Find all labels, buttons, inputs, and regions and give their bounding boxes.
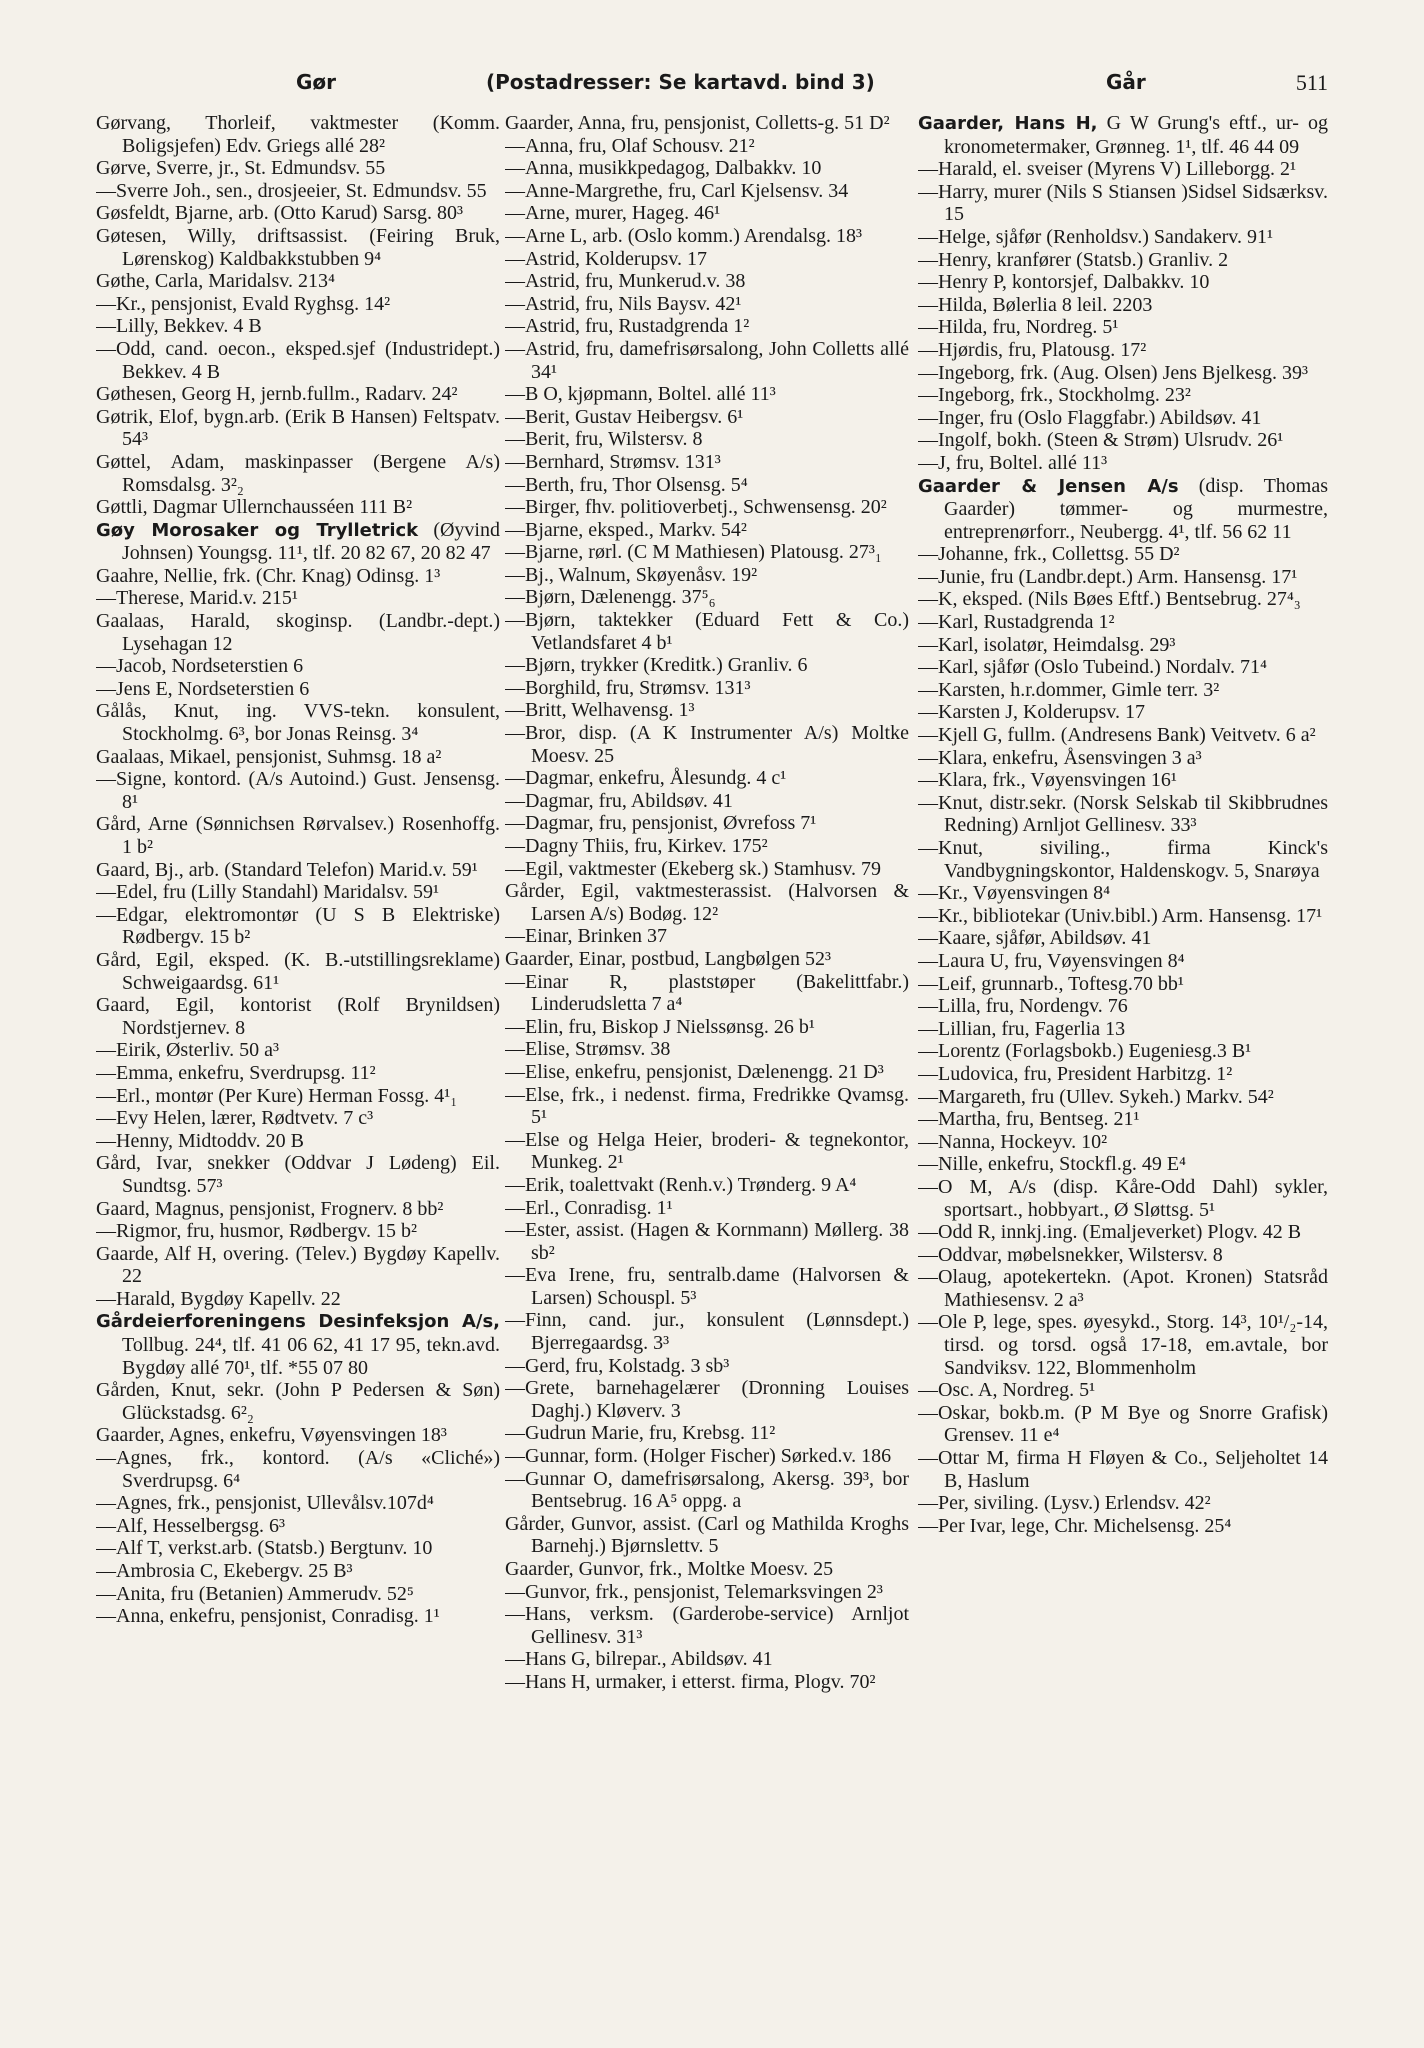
directory-entry: —Knut, distr.sekr. (Norsk Selskab til Skibbrudnes Redning) Arnljot Gellinesv. 33³ — [918, 791, 1328, 837]
directory-entry: Gålås, Knut, ing. VVS-tekn. konsulent, Stockholmg. 6³, bor Jonas Reinsg. 3⁴ — [96, 700, 500, 746]
directory-entry: —Lorentz (Forlagsbokb.) Eugeniesg.3 B¹ — [918, 1040, 1252, 1063]
directory-entry: Gården, Knut, sekr. (John P Pedersen & Søn) Glückstadsg. 6²₂ — [96, 1379, 500, 1424]
directory-entry: Gårder, Gunvor, assist. (Carl og Mathilda Kroghs Barnehj.) Bjørnslettv. 5 — [505, 1512, 909, 1558]
directory-entry: —Egil, vaktmester (Ekeberg sk.) Stamhusv. 79 — [505, 857, 882, 880]
directory-entry: —Klara, frk., Vøyensvingen 16¹ — [918, 769, 1177, 792]
directory-entry: Gøthe, Carla, Maridalsv. 213⁴ — [96, 270, 335, 293]
directory-entry: —Karl, isolatør, Heimdalsg. 29³ — [918, 633, 1176, 656]
directory-entry: —Alf T, verkst.arb. (Statsb.) Bergtunv. 10 — [96, 1537, 433, 1560]
header-center-note: (Postadresser: Se kartavd. bind 3) — [486, 70, 875, 94]
directory-entry: —Jens E, Nordseterstien 6 — [96, 677, 310, 700]
directory-entry: —Margareth, fru (Ullev. Sykeh.) Markv. 54² — [918, 1085, 1274, 1108]
directory-entry: —Lilla, fru, Nordengv. 76 — [918, 995, 1128, 1018]
directory-entry: —Astrid, fru, Nils Baysv. 42¹ — [505, 292, 742, 315]
directory-entry: Gård, Egil, eksped. (K. B.-utstillingsreklame) Schweigaardsg. 61¹ — [96, 948, 500, 994]
directory-entry: Gørve, Sverre, jr., St. Edmundsv. 55 — [96, 157, 386, 180]
directory-entry: Gaarder, Gunvor, frk., Moltke Moesv. 25 — [505, 1558, 834, 1580]
directory-entry: Gørvang, Thorleif, vaktmester (Komm. Boligsjefen) Edv. Griegs allé 28² — [96, 112, 500, 157]
directory-column-3 — [918, 112, 1328, 2002]
directory-entry: —B O, kjøpmann, Boltel. allé 11³ — [505, 383, 776, 406]
directory-entry: —Gunnar, form. (Holger Fischer) Sørked.v. 186 — [505, 1445, 892, 1468]
directory-entry: —Else, frk., i nedenst. firma, Fredrikke Qvamsg. 5¹ — [505, 1083, 909, 1129]
directory-entry: —Astrid, fru, Rustadgrenda 1² — [505, 315, 750, 338]
directory-entry: —Bjørn, trykker (Kreditk.) Granliv. 6 — [505, 654, 808, 677]
directory-entry: —Edgar, elektromontør (U S B Elektriske) Rødbergv. 15 b² — [96, 903, 500, 949]
directory-entry: Gaard, Egil, kontorist (Rolf Brynildsen) Nordstjernev. 8 — [96, 994, 500, 1039]
directory-entry: Gård, Arne (Sønnichsen Rørvalsev.) Rosenhoffg. 1 b² — [96, 813, 500, 858]
directory-entry: —Gunnar O, damefrisørsalong, Akersg. 39³, bor Bentsebrug. 16 A⁵ oppg. a — [505, 1467, 909, 1513]
directory-entry: —Arne L, arb. (Oslo komm.) Arendalsg. 18³ — [505, 224, 863, 247]
directory-entry: —Gunvor, frk., pensjonist, Telemarksvingen 2³ — [505, 1580, 883, 1603]
directory-entry: —Knut, siviling., firma Kinck's Vandbygningskontor, Haldenskogv. 5, Snarøya — [918, 837, 1328, 882]
directory-entry: —Hilda, Bølerlia 8 leil. 2203 — [918, 293, 1153, 316]
directory-entry: —Henry P, kontorsjef, Dalbakkv. 10 — [918, 271, 1210, 294]
directory-entry: —Olaug, apotekertekn. (Apot. Kronen) Statsråd Mathiesensv. 2 a³ — [918, 1266, 1328, 1311]
directory-entry: —Hans H, urmaker, i etterst. firma, Plogv. 70² — [505, 1670, 876, 1693]
directory-entry: —Ludovica, fru, President Harbitzg. 1² — [918, 1062, 1233, 1085]
directory-column-2 — [505, 112, 909, 2002]
directory-entry: —Signe, kontord. (A/s Autoind.) Gust. Jensensg. 8¹ — [96, 768, 500, 813]
directory-entry: —Anna, fru, Olaf Schousv. 21² — [505, 134, 755, 157]
directory-entry: —Bernhard, Strømsv. 131³ — [505, 450, 721, 473]
directory-entry: —Per, siviling. (Lysv.) Erlendsv. 42² — [918, 1492, 1211, 1515]
directory-entry: —Henny, Midtoddv. 20 B — [96, 1129, 304, 1152]
directory-entry: —Ingeborg, frk. (Aug. Olsen) Jens Bjelkesg. 39³ — [918, 361, 1309, 384]
directory-entry: —Karl, sjåfør (Oslo Tubeind.) Nordalv. 71⁴ — [918, 656, 1267, 679]
directory-entry: —Lilly, Bekkev. 4 B — [96, 315, 262, 338]
directory-entry: —Berit, fru, Wilstersv. 8 — [505, 428, 703, 451]
directory-entry: —Berth, fru, Thor Olsensg. 5⁴ — [505, 473, 748, 496]
directory-entry: —Dagmar, enkefru, Ålesundg. 4 c¹ — [505, 767, 787, 790]
page-header — [96, 70, 1328, 104]
directory-entry: —Anna, enkefru, pensjonist, Conradisg. 1¹ — [96, 1605, 440, 1628]
directory-entry: —Bj., Walnum, Skøyenåsv. 19² — [505, 563, 758, 586]
directory-entry: —Kr., Vøyensvingen 8⁴ — [918, 882, 1111, 905]
directory-entry: —Alf, Hesselbergsg. 6³ — [96, 1514, 285, 1537]
directory-entry: —Kaare, sjåfør, Abildsøv. 41 — [918, 927, 1152, 950]
directory-entry: —Leif, grunnarb., Toftesg.70 bb¹ — [918, 972, 1184, 995]
directory-entry: —Kr., pensjonist, Evald Ryghsg. 14² — [96, 292, 391, 315]
directory-entry: —Evy Helen, lærer, Rødtvetv. 7 c³ — [96, 1107, 374, 1130]
directory-entry: Gøtrik, Elof, bygn.arb. (Erik B Hansen) Feltspatv. 54³ — [96, 405, 500, 451]
directory-entry: —Edel, fru (Lilly Standahl) Maridalsv. 59¹ — [96, 881, 439, 904]
directory-entry: —Elise, enkefru, pensjonist, Dælenengg. 21 D³ — [505, 1060, 884, 1083]
directory-entry: —Kjell G, fullm. (Andresens Bank) Veitvetv. 6 a² — [918, 724, 1316, 747]
directory-entry: —Henry, kranfører (Statsb.) Granliv. 2 — [918, 248, 1229, 271]
directory-entry: —Ingeborg, frk., Stockholmg. 23² — [918, 384, 1191, 407]
directory-entry: —Oskar, bokb.m. (P M Bye og Snorre Grafisk) Grensev. 11 e⁴ — [918, 1401, 1328, 1447]
directory-entry: —Dagmar, fru, Abildsøv. 41 — [505, 789, 733, 812]
directory-entry: —Lillian, fru, Fagerlia 13 — [918, 1017, 1126, 1040]
directory-entry: —Bjarne, rørl. (C M Mathiesen) Platousg. 27³₁ — [505, 541, 882, 564]
directory-entry: —Helge, sjåfør (Renholdsv.) Sandakerv. 91¹ — [918, 225, 1273, 248]
directory-entry: Gaarde, Alf H, overing. (Telev.) Bygdøy Kapellv. 22 — [96, 1242, 500, 1288]
directory-entry: —Arne, murer, Hageg. 46¹ — [505, 202, 721, 225]
directory-entry: —Agnes, frk., pensjonist, Ullevålsv.107d⁴ — [96, 1492, 434, 1515]
directory-entry: —Hans, verksm. (Garderobe-service) Arnljot Gellinesv. 31³ — [505, 1603, 909, 1648]
directory-entry: —Astrid, fru, damefrisørsalong, John Colletts allé 34¹ — [505, 337, 909, 383]
directory-entry: —Per Ivar, lege, Chr. Michelsensg. 25⁴ — [918, 1514, 1232, 1537]
header-right-keyword: Går — [1106, 70, 1146, 94]
directory-entry: —Borghild, fru, Strømsv. 131³ — [505, 676, 751, 699]
directory-entry: Gaalaas, Mikael, pensjonist, Suhmsg. 18 a² — [96, 745, 442, 768]
directory-entry: —Karl, Rustadgrenda 1² — [918, 611, 1115, 634]
directory-entry: —Ole P, lege, spes. øyesykd., Storg. 14³, 10¹/₂-14, tirsd. og torsd. også 17-18, em.avtale, bor Sandviksv. 122, Blommenholm — [918, 1311, 1328, 1379]
directory-entry: —Kr., bibliotekar (Univ.bibl.) Arm. Hansensg. 17¹ — [918, 904, 1323, 927]
page-number: 511 — [1295, 70, 1328, 95]
directory-entry: —Anna, musikkpedagog, Dalbakkv. 10 — [505, 157, 822, 180]
directory-entry: Gøttli, Dagmar Ullernchausséen 111 B² — [96, 496, 413, 519]
directory-entry: —Rigmor, fru, husmor, Rødbergv. 15 b² — [96, 1220, 418, 1243]
directory-entry: —Finn, cand. jur., konsulent (Lønnsdept.) Bjerregaardsg. 3³ — [505, 1309, 909, 1355]
directory-entry: —Astrid, fru, Munkerud.v. 38 — [505, 270, 746, 293]
directory-entry: —Harald, Bygdøy Kapellv. 22 — [96, 1287, 341, 1310]
directory-entry: —Anne-Margrethe, fru, Carl Kjelsensv. 34 — [505, 179, 849, 202]
directory-entry: —Hjørdis, fru, Platousg. 17² — [918, 338, 1147, 361]
directory-entry: —Sverre Joh., sen., drosjeeier, St. Edmundsv. 55 — [96, 179, 487, 202]
directory-entry: —Klara, enkefru, Åsensvingen 3 a³ — [918, 746, 1202, 769]
directory-column-1 — [96, 112, 500, 2002]
directory-entry: —Emma, enkefru, Sverdrupsg. 11² — [96, 1061, 376, 1084]
directory-entry: —Inger, fru (Oslo Flaggfabr.) Abildsøv. 41 — [918, 406, 1262, 429]
directory-entry: Gaarder, Agnes, enkefru, Vøyensvingen 18³ — [96, 1424, 447, 1447]
directory-entry: —Ottar M, firma H Fløyen & Co., Seljeholtet 14 B, Haslum — [918, 1447, 1328, 1492]
directory-entry: —Astrid, Kolderupsv. 17 — [505, 247, 708, 270]
directory-entry: —Britt, Welhavensg. 1³ — [505, 699, 695, 722]
directory-entry: Gårdeierforeningens Desinfeksjon A/s, Tollbug. 24⁴, tlf. 41 06 62, 41 17 95, tekn.avd. Bygdøy allé 70¹, tlf. *55 07 80 — [96, 1311, 500, 1379]
directory-entry: —Else og Helga Heier, broderi- & tegnekontor, Munkeg. 2¹ — [505, 1128, 909, 1174]
directory-entry: —Birger, fhv. politioverbetj., Schwensensg. 20² — [505, 496, 887, 519]
directory-entry: Gøsfeldt, Bjarne, arb. (Otto Karud) Sarsg. 80³ — [96, 202, 464, 225]
directory-entry: —K, eksped. (Nils Bøes Eftf.) Bentsebrug. 27⁴₃ — [918, 588, 1301, 611]
directory-entry: —Eva Irene, fru, sentralb.dame (Halvorsen & Larsen) Schouspl. 5³ — [505, 1264, 909, 1309]
directory-entry: —Elise, Strømsv. 38 — [505, 1038, 671, 1061]
directory-entry: Gaarder, Hans H, G W Grung's eftf., ur- og kronometermaker, Grønneg. 1¹, tlf. 46 44 09 — [918, 112, 1328, 158]
directory-entry: —Laura U, fru, Vøyensvingen 8⁴ — [918, 949, 1185, 972]
directory-entry: —Nanna, Hockeyv. 10² — [918, 1130, 1108, 1153]
directory-entry: —Agnes, frk., kontord. (A/s «Cliché») Sverdrupsg. 6⁴ — [96, 1447, 500, 1492]
directory-entry: Gaahre, Nellie, frk. (Chr. Knag) Odinsg. 1³ — [96, 564, 441, 587]
directory-entry: —Odd, cand. oecon., eksped.sjef (Industridept.) Bekkev. 4 B — [96, 337, 500, 383]
directory-entry: Gaarder & Jensen A/s (disp. Thomas Gaarder) tømmer- og murmestre, entreprenørforr., Neubergg. 4¹, tlf. 56 62 11 — [918, 474, 1328, 543]
directory-entry: —Einar, Brinken 37 — [505, 925, 667, 948]
directory-entry: —Nille, enkefru, Stockfl.g. 49 E⁴ — [918, 1153, 1187, 1176]
directory-entry: —Erik, toalettvakt (Renh.v.) Trønderg. 9 A⁴ — [505, 1173, 857, 1196]
directory-entry: —Dagmar, fru, pensjonist, Øvrefoss 7¹ — [505, 812, 817, 835]
directory-entry: Gaard, Magnus, pensjonist, Frognerv. 8 bb² — [96, 1197, 444, 1220]
directory-entry: —Junie, fru (Landbr.dept.) Arm. Hansensg. 17¹ — [918, 565, 1298, 588]
directory-entry: Gøy Morosaker og Trylletrick (Øyvind Johnsen) Youngsg. 11¹, tlf. 20 82 67, 20 82 47 — [96, 518, 500, 565]
directory-entry: —Bror, disp. (A K Instrumenter A/s) Moltke Moesv. 25 — [505, 722, 909, 767]
directory-entry: —Harry, murer (Nils S Stiansen )Sidsel Sidsærksv. 15 — [918, 180, 1328, 226]
directory-entry: —Hilda, fru, Nordreg. 5¹ — [918, 316, 1119, 339]
directory-entry: Gøthesen, Georg H, jernb.fullm., Radarv. 24² — [96, 383, 458, 406]
directory-entry: —Gerd, fru, Kolstadg. 3 sb³ — [505, 1354, 730, 1377]
directory-entry: —Ingolf, bokh. (Steen & Strøm) Ulsrudv. 26¹ — [918, 429, 1284, 452]
directory-entry: —Erl., Conradisg. 1¹ — [505, 1196, 673, 1219]
directory-entry: —Elin, fru, Biskop J Nielssønsg. 26 b¹ — [505, 1015, 815, 1038]
directory-entry: —Harald, el. sveiser (Myrens V) Lilleborgg. 2¹ — [918, 158, 1296, 181]
directory-entry: —O M, A/s (disp. Kåre-Odd Dahl) sykler, sportsart., hobbyart., Ø Sløttsg. 5¹ — [918, 1175, 1328, 1221]
directory-entry: —Odd R, innkj.ing. (Emaljeverket) Plogv. 42 B — [918, 1221, 1302, 1244]
directory-entry: —Anita, fru (Betanien) Ammerudv. 52⁵ — [96, 1582, 414, 1605]
directory-entry: Gøtesen, Willy, driftsassist. (Feiring Bruk, Lørenskog) Kaldbakkstubben 9⁴ — [96, 224, 500, 270]
directory-entry: —Osc. A, Nordreg. 5¹ — [918, 1379, 1096, 1402]
header-left-keyword: Gør — [296, 70, 337, 94]
directory-entry: —Hans G, bilrepar., Abildsøv. 41 — [505, 1648, 773, 1671]
directory-entry: Gaarder, Einar, postbud, Langbølgen 52³ — [505, 947, 831, 970]
directory-entry: —Gudrun Marie, fru, Krebsg. 11² — [505, 1422, 776, 1445]
directory-entry: Gaalaas, Harald, skoginsp. (Landbr.-dept.) Lysehagan 12 — [96, 610, 500, 655]
directory-entry: —Oddvar, møbelsnekker, Wilstersv. 8 — [918, 1243, 1223, 1266]
directory-entry: —Bjarne, eksped., Markv. 54² — [505, 518, 747, 541]
directory-entry: —Dagny Thiis, fru, Kirkev. 175² — [505, 835, 768, 857]
directory-entry: —Therese, Marid.v. 215¹ — [96, 587, 298, 610]
directory-entry: —Eirik, Østerliv. 50 a³ — [96, 1039, 279, 1062]
directory-entry: —Erl., montør (Per Kure) Herman Fossg. 4¹₁ — [96, 1084, 458, 1107]
directory-entry: —Karsten J, Kolderupsv. 17 — [918, 701, 1146, 724]
directory-entry: —Ester, assist. (Hagen & Kornmann) Møllerg. 38 sb² — [505, 1219, 909, 1264]
directory-entry: Gaarder, Anna, fru, pensjonist, Colletts-g. 51 D² — [505, 112, 890, 134]
directory-entry: —Karsten, h.r.dommer, Gimle terr. 3² — [918, 678, 1220, 701]
directory-entry: —Berit, Gustav Heibergsv. 6¹ — [505, 405, 744, 428]
directory-entry: —Bjørn, taktekker (Eduard Fett & Co.) Vetlandsfaret 4 b¹ — [505, 609, 909, 654]
directory-entry: —Johanne, frk., Collettsg. 55 D² — [918, 543, 1180, 566]
directory-entry: —Grete, barnehagelærer (Dronning Louises Daghj.) Kløverv. 3 — [505, 1377, 909, 1422]
directory-entry: —Bjørn, Dælenengg. 37⁵₆ — [505, 586, 716, 609]
directory-entry: —Martha, fru, Bentseg. 21¹ — [918, 1108, 1140, 1131]
directory-entry: —Einar R, plaststøper (Bakelittfabr.) Linderudsletta 7 a⁴ — [505, 970, 909, 1016]
directory-entry: Gøttel, Adam, maskinpasser (Bergene A/s) Romsdalsg. 3²₂ — [96, 450, 500, 496]
directory-entry: Gård, Ivar, snekker (Oddvar J Lødeng) Eil. Sundtsg. 57³ — [96, 1152, 500, 1197]
directory-entry: Gårder, Egil, vaktmesterassist. (Halvorsen & Larsen A/s) Bodøg. 12² — [505, 880, 909, 925]
directory-entry: —Jacob, Nordseterstien 6 — [96, 655, 304, 678]
directory-entry: Gaard, Bj., arb. (Standard Telefon) Marid.v. 59¹ — [96, 858, 478, 881]
directory-entry: —J, fru, Boltel. allé 11³ — [918, 451, 1108, 474]
directory-entry: —Ambrosia C, Ekebergv. 25 B³ — [96, 1560, 353, 1582]
